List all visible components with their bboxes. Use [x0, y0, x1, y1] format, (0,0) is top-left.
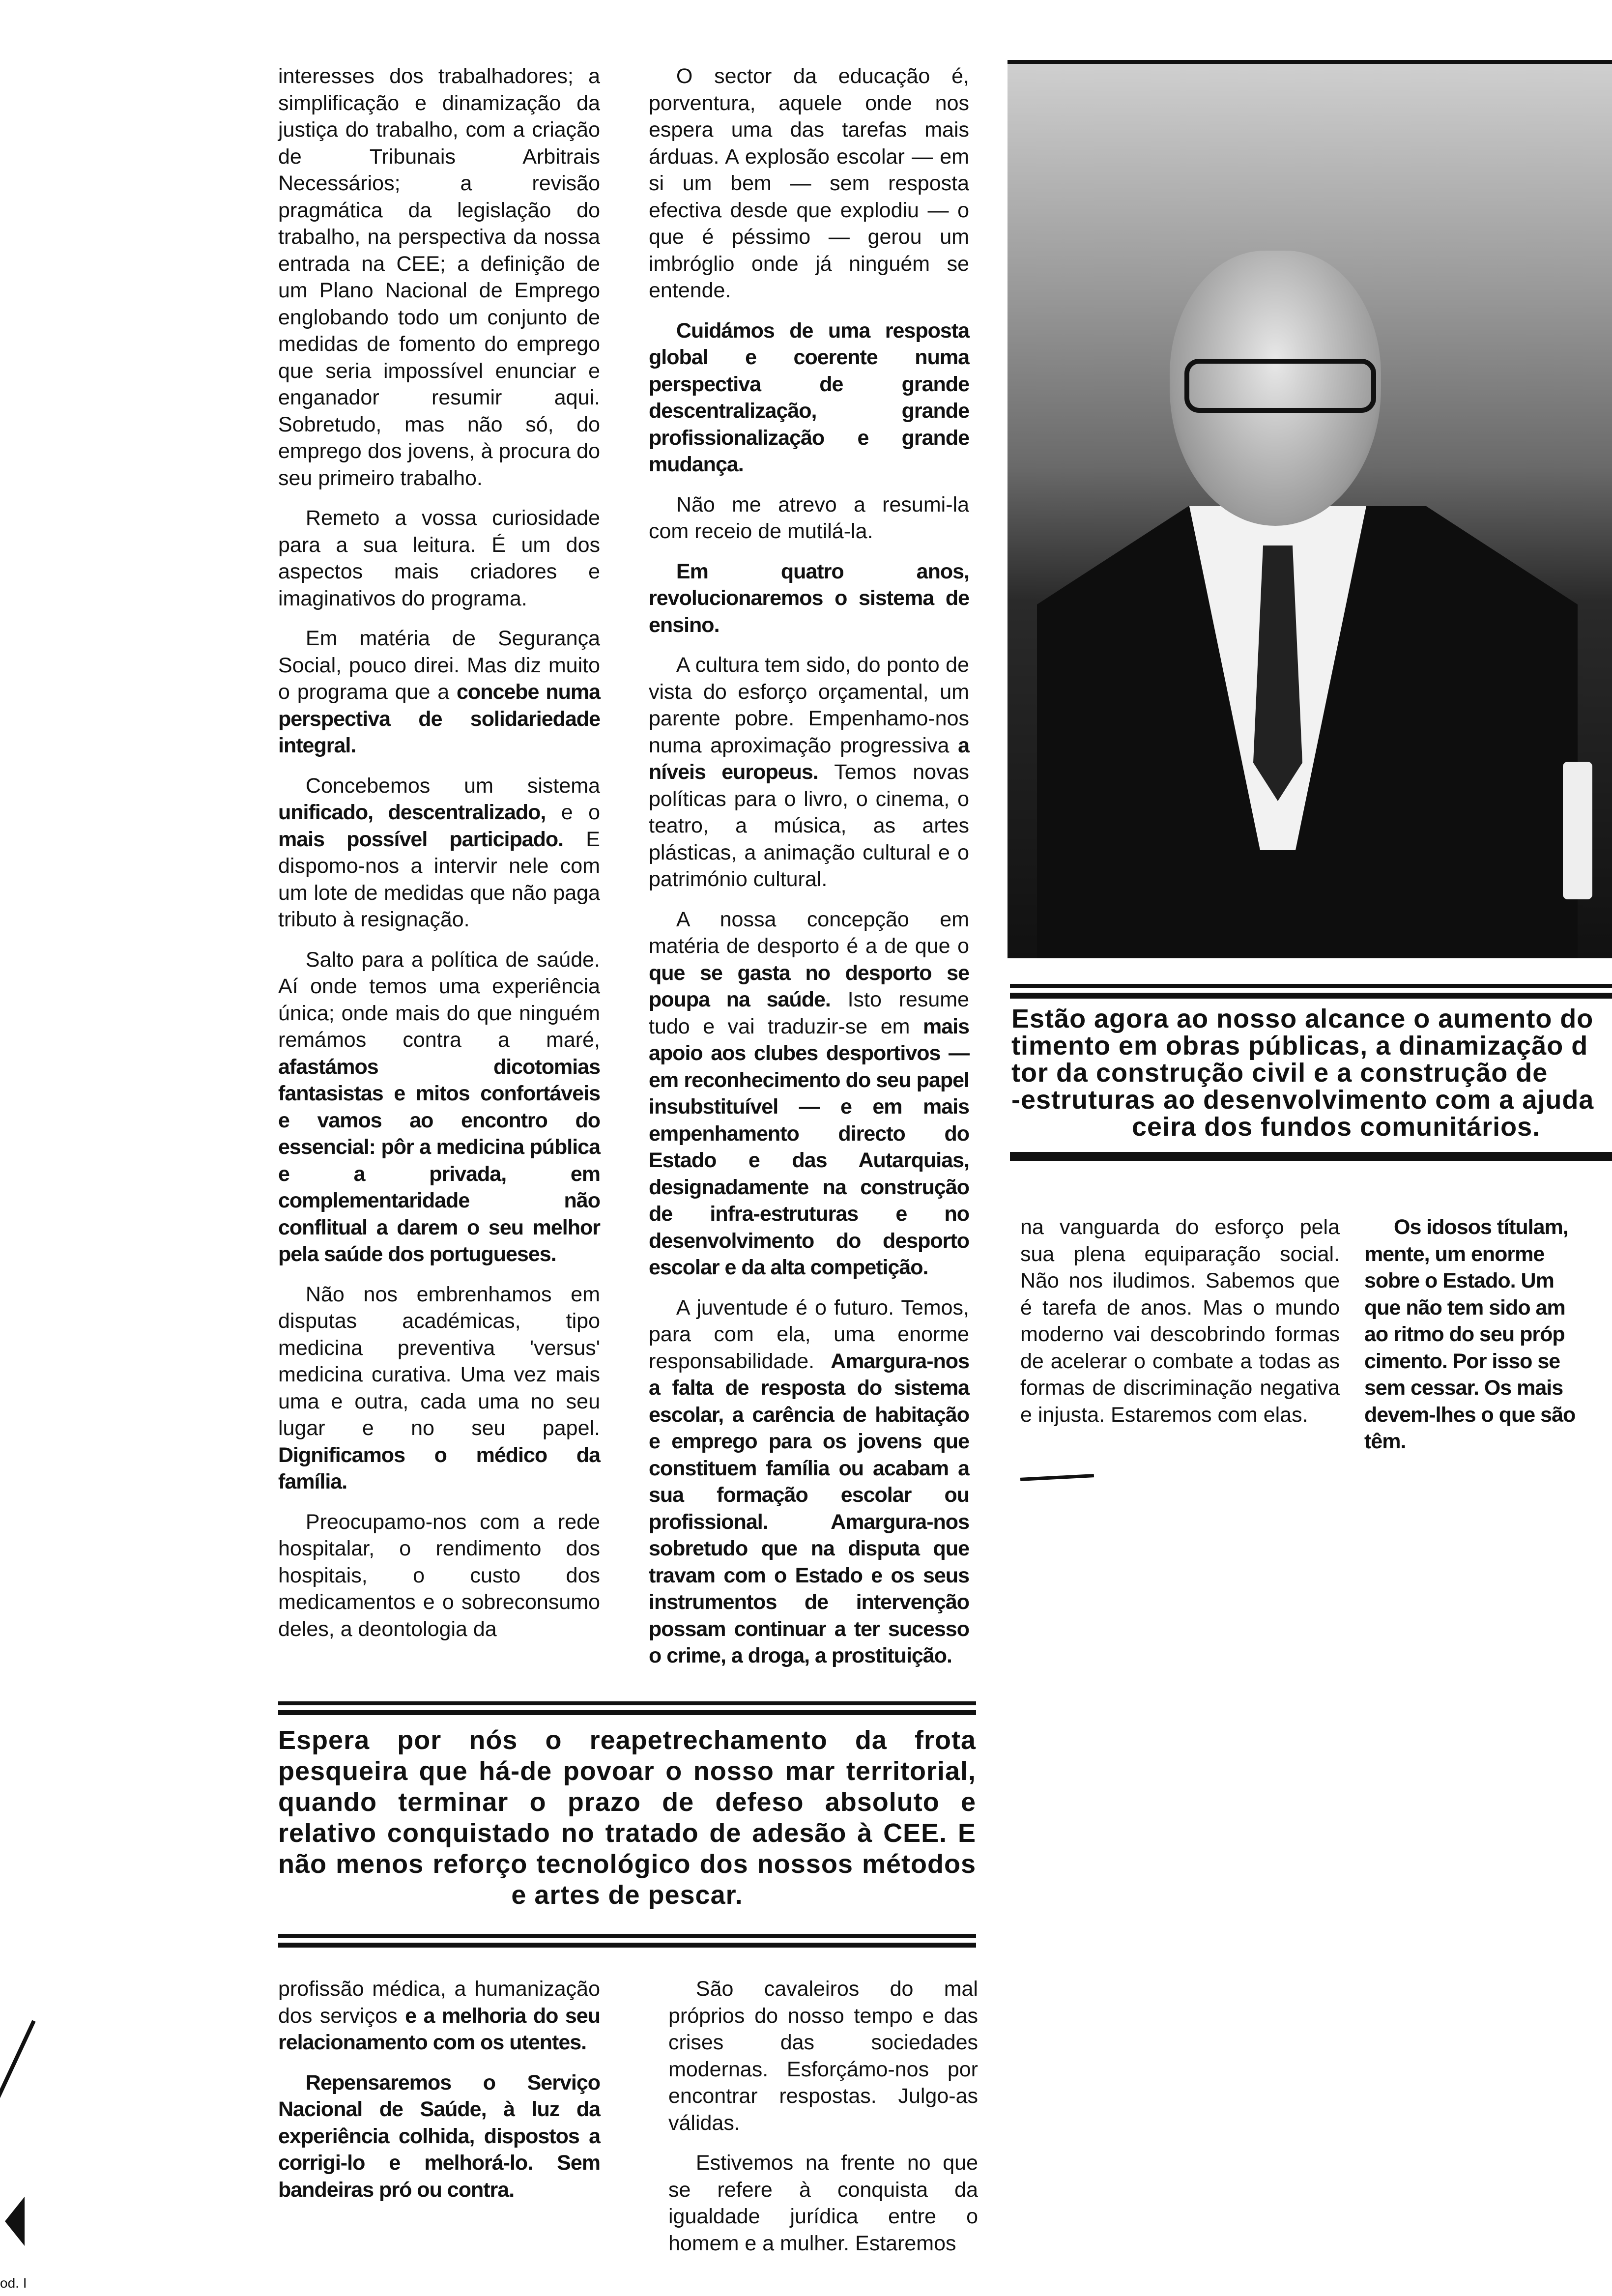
text-run: profissão médica, a humanização dos serviços [278, 1977, 600, 2028]
end-mark [1020, 1474, 1094, 1481]
portrait-photo [1008, 64, 1612, 958]
column-4-line: sem cessar. Os mais [1364, 1376, 1563, 1400]
paragraph [649, 558, 969, 639]
bold-text-run: mais apoio aos clubes desportivos — em reconhecimento do seu papel insubstituível — e em mais empenhamento directo do Estado e das Autarquias, designadamente na construção de infra-estruturas e no desenvolvimento do desporto escolar e da alta competição. [649, 1014, 969, 1279]
bottom-pull-rule-top-1 [278, 1701, 976, 1705]
pull-quote-rule-top-2 [1010, 993, 1612, 999]
text-run: Temos novas políticas para o livro, o cinema, o teatro, a música, as artes plásticas, a animação cultural e o património cultural. [649, 760, 970, 891]
paragraph [1020, 1214, 1340, 1428]
text-run: na vanguarda do esforço pela sua plena equiparação social. Não nos iludimos. Sabemos que é tarefa de anos. Mas o mundo moderno vai descobrindo formas de acelerar o combate a todas as formas de discriminação negativa e injusta. Estaremos com elas. [1020, 1215, 1340, 1427]
paragraph [278, 505, 600, 612]
text-run: A juventude é o futuro. Temos, para com ela, uma enorme responsabilidade. [649, 1295, 969, 1373]
pull-quote-rule-top-1 [1010, 984, 1612, 988]
text-run: Concebemos um sistema [305, 774, 600, 798]
bold-text-run: mais possível participado. [278, 827, 564, 851]
bold-text-run: Amargura-nos a falta de resposta do sistema escolar, a carência de habitação e emprego para os jovens que constituem família ou acabam a sua formação escolar ou profissional. Amargura-nos sobretudo que na disputa que travam com o Estado e os seus instrumentos de intervenção possam continuar a ter sucesso o crime, a droga, a prostituição. [649, 1349, 969, 1667]
column-4-line: sobre o Estado. Um [1364, 1269, 1554, 1292]
paragraph [278, 1281, 600, 1495]
pull-quote-line: ceira dos fundos comunitários. [1132, 1112, 1541, 1141]
bold-text-run: que se gasta no desporto se poupa na saúde. [649, 961, 969, 1011]
paragraph [649, 652, 969, 893]
pull-quote-rule-bottom [1010, 1152, 1612, 1161]
pull-quote-bottom: Espera por nós o reapetrechamento da frota pesqueira que há-de povoar o nosso mar territorial, quando terminar o prazo de defeso absoluto e relativo conquistado no tratado de adesão à CEE. E não menos reforço tecnológico dos nossos métodos e artes de pescar. [278, 1725, 976, 1910]
scan-mark-triangle [5, 2197, 25, 2246]
scan-mark-slash [0, 2020, 36, 2137]
text-run: São cavaleiros do mal próprios do nosso tempo e das crises das sociedades modernas. Esforçámo-nos por encontrar respostas. Julgo-as válidas. [668, 1977, 978, 2135]
paragraph [649, 906, 969, 1281]
bold-text-run: concebe numa perspectiva de solidariedade integral. [278, 680, 601, 757]
text-run: Preocupamo-nos com a rede hospitalar, o rendimento dos hospitais, o custo dos medicamentos e o sobreconsumo deles, a deontologia da [278, 1510, 600, 1641]
paragraph [278, 625, 600, 759]
paragraph [649, 317, 969, 478]
paragraph [278, 773, 600, 933]
article-column-4 [1364, 1214, 1612, 1455]
article-column-bottom-1 [278, 1976, 600, 2216]
paragraph [278, 2069, 600, 2204]
text-run: Não me atrevo a resumi-la com receio de mutilá-la. [649, 492, 969, 543]
paragraph [278, 1976, 600, 2056]
text-run: E dispomo-nos a intervir nele com um lote de medidas que não paga tributo à resignação. [278, 827, 600, 931]
text-run: e o [546, 801, 600, 824]
bold-text-run: Repensaremos o Serviço Nacional de Saúde, à luz da experiência colhida, dispostos a corrigi-lo e melhorá-lo. Sem bandeiras pró ou contra. [278, 2070, 600, 2202]
text-run: Não nos embrenhamos em disputas académicas, tipo medicina preventiva 'versus' medicina curativa. Uma vez mais uma e outra, cada uma no seu lugar e no seu papel. [278, 1282, 600, 1440]
text-run: O sector da educação é, porventura, aquele onde nos espera uma das tarefas mais árduas. A explosão escolar — em si um bem — sem resposta efectiva desde que explodiu — o que é péssimo — gerou um imbróglio onde já ninguém se entende. [649, 64, 969, 302]
article-column-3 [1020, 1214, 1340, 1441]
pull-quote-line: -estruturas ao desenvolvimento com a ajuda [1011, 1085, 1594, 1115]
bold-text-run: e a melhoria do seu relacionamento com os utentes. [278, 2004, 600, 2054]
bold-text-run: Em quatro anos, revolucionaremos o sistema de ensino. [649, 559, 969, 637]
pull-quote-line: timento em obras públicas, a dinamização d [1011, 1031, 1588, 1061]
paragraph [668, 2150, 978, 2257]
pull-quote-right [1011, 1005, 1612, 1141]
text-run: A cultura tem sido, do ponto de vista do esforço orçamental, um parente pobre. Empenhamo-nos numa aproximação progressiva [649, 653, 969, 757]
text-run: interesses dos trabalhadores; a simplificação e dinamização da justiça do trabalho, com a criação de Tribunais Arbitrais Necessários; a revisão pragmática da legislação do trabalho, na perspectiva da nossa entrada na CEE; a definição de um Plano Nacional de Emprego englobando todo um conjunto de medidas de fomento do emprego que seria impossível enunciar e enganador resumir aqui. Sobretudo, mas não só, do emprego dos jovens, à procura do seu primeiro trabalho. [278, 64, 600, 490]
bold-text-run: afastámos dicotomias fantasistas e mitos confortáveis e vamos ao encontro do essencial: pôr a medicina pública e a privada, em complementaridade não conflitual a darem o seu melhor pela saúde dos portugueses. [278, 1055, 600, 1266]
article-column-bottom-2 [668, 1976, 978, 2270]
text-run: Em matéria de Segurança Social, pouco direi. Mas diz muito o programa que a [278, 627, 600, 704]
column-4-line: que não tem sido am [1364, 1295, 1565, 1320]
paragraph [668, 1976, 978, 2136]
bottom-pull-rule-bottom-2 [278, 1943, 976, 1948]
text-run: Estivemos na frente no que se refere à conquista da igualdade jurídica entre o homem e a mulher. Estaremos [668, 2151, 978, 2255]
article-column-2 [649, 63, 969, 1683]
bold-text-run: a níveis europeus. [649, 733, 969, 784]
bold-text-run: Dignificamos o médico da família. [278, 1443, 600, 1493]
pull-quote-line: tor da construção civil e a construção de [1011, 1058, 1548, 1088]
column-4-line: ao ritmo do seu próp [1364, 1322, 1565, 1346]
bottom-pull-rule-top-2 [278, 1710, 976, 1715]
column-4-line: Os idosos títulam, [1394, 1215, 1568, 1239]
paragraph [278, 63, 600, 491]
photo-glasses [1184, 359, 1376, 413]
text-run: Salto para a política de saúde. Aí onde temos uma experiência única; onde mais do que ninguém remámos contra a maré, [278, 947, 600, 1052]
paragraph [649, 1294, 969, 1669]
bottom-pull-rule-bottom-1 [278, 1934, 976, 1938]
paragraph [649, 491, 969, 545]
footer-fragment: od. I [0, 2275, 27, 2291]
column-4-line: devem-lhes o que são [1364, 1403, 1576, 1427]
column-4-line: têm. [1364, 1430, 1406, 1453]
text-run: Isto resume tudo e vai traduzir-se em [649, 988, 969, 1038]
paragraph [278, 1509, 600, 1643]
column-4-line: cimento. Por isso se [1364, 1349, 1560, 1373]
article-column-1 [278, 63, 600, 1656]
paragraph [278, 947, 600, 1268]
bold-text-run: Cuidámos de uma resposta global e coerente numa perspectiva de grande descentralização, grande profissionalização e grande mudança. [649, 318, 969, 476]
text-run: Remeto a vossa curiosidade para a sua leitura. É um dos aspectos mais criadores e imaginativos do programa. [278, 506, 600, 610]
text-run: A nossa concepção em matéria de desporto é a de que o [649, 907, 969, 958]
bold-text-run: unificado, descentralizado, [278, 801, 546, 824]
pull-quote-line: Estão agora ao nosso alcance o aumento do [1011, 1005, 1594, 1033]
column-4-line: mente, um enorme [1364, 1242, 1545, 1266]
paragraph [649, 63, 969, 304]
photo-cup [1563, 762, 1592, 899]
